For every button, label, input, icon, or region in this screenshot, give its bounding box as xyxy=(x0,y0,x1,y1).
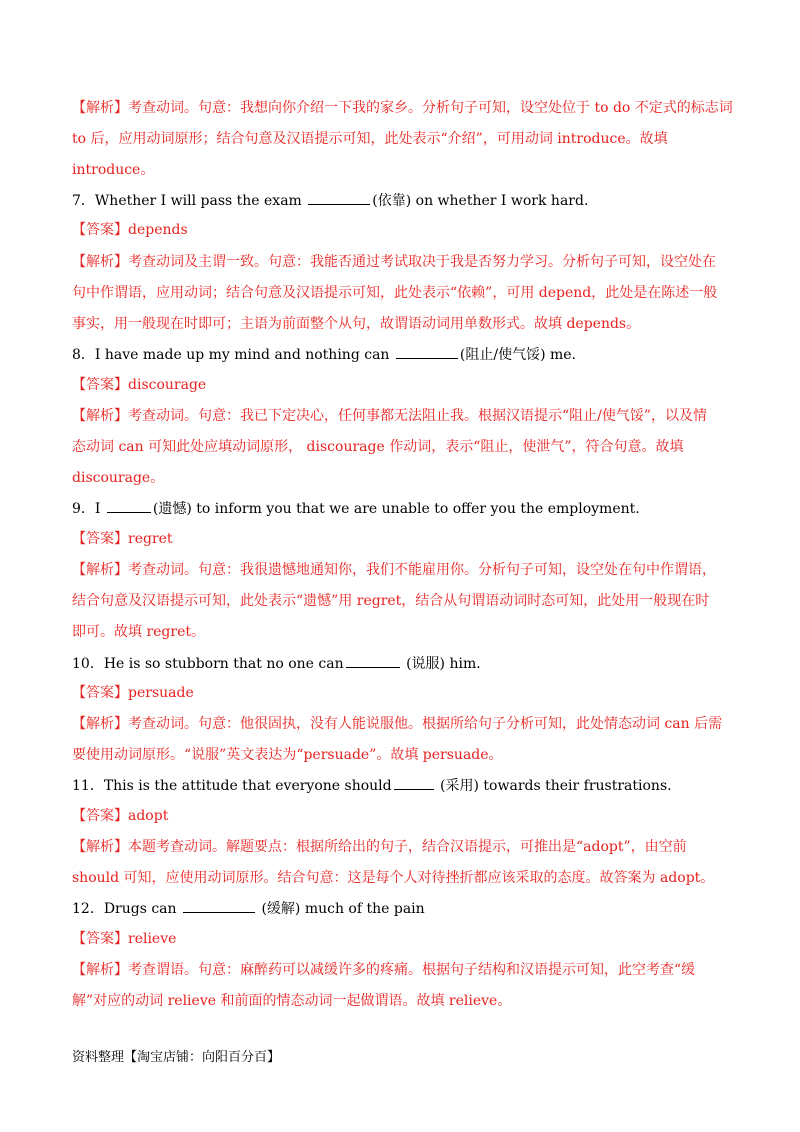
q11-explanation-line-2: should 可知，应使用动词原形。结合句意：这是每个人对待挫折都应该采取的态度。故答案为 adopt。 xyxy=(72,870,715,886)
q8-explanation-line-2: 态动词 can 可知此处应填动词原形， discourage 作动词，表示“阻止，使泄气”，符合句意。故填 xyxy=(72,439,684,455)
q8-explanation-line-3: discourage。 xyxy=(72,470,165,486)
q7-explanation-line-3: 事实，用一般现在时即可；主语为前面整个从句，故谓语动词用单数形式。故填 depends。 xyxy=(72,316,641,332)
question-10 xyxy=(72,653,732,674)
q8-blank xyxy=(396,344,458,359)
q10-text-after: (说服) him. xyxy=(401,656,481,672)
q12-answer: 【答案】relieve xyxy=(72,931,177,947)
question-11 xyxy=(72,775,732,796)
q8-answer: 【答案】discourage xyxy=(72,377,207,393)
q7-answer: 【答案】depends xyxy=(72,222,188,238)
q10-answer: 【答案】persuade xyxy=(72,685,194,701)
q11-explanation-line-1: 【解析】本题考查动词。解题要点：根据所给出的句子，结合汉语提示，可推出是“adopt”，由空前 xyxy=(72,839,687,855)
q10-explanation-line-2: 要使用动词原形。“说服”英文表达为“persuade”。故填 persuade。 xyxy=(72,747,503,763)
q12-text-after: (缓解) much of the pain xyxy=(257,901,425,917)
q7-explanation-line-1: 【解析】考查动词及主谓一致。句意：我能否通过考试取决于我是否努力学习。分析句子可知，设空处在 xyxy=(72,254,716,270)
question-8 xyxy=(72,344,732,365)
q6-explanation-line-2: to 后，应用动词原形；结合句意及汉语提示可知，此处表示“介绍”，可用动词 introduce。故填 xyxy=(72,131,668,147)
q8-text-after: (阻止/使气馁) me. xyxy=(459,347,576,363)
q9-explanation-line-3: 即可。故填 regret。 xyxy=(72,624,205,640)
q8-text-before: 8．I have made up my mind and nothing can xyxy=(72,347,394,363)
q8-explanation-line-1: 【解析】考查动词。句意：我已下定决心，任何事都无法阻止我。根据汉语提示“阻止/使气馁”，以及情 xyxy=(72,408,708,424)
q9-explanation-line-2: 结合句意及汉语提示可知，此处表示“遗憾”用 regret，结合从句谓语动词时态可知，此处用一般现在时 xyxy=(72,593,710,609)
q7-text-after: (依靠) on whether I work hard. xyxy=(372,193,589,209)
q7-explanation-line-2: 句中作谓语，应用动词；结合句意及汉语提示可知，此处表示“依赖”，可用 depend，此处是在陈述一般 xyxy=(72,285,718,301)
q9-explanation-line-1: 【解析】考查动词。句意：我很遗憾地通知你，我们不能雇用你。分析句子可知，设空处在句中作谓语， xyxy=(72,562,716,578)
page-footer: 资料整理【淘宝店铺：向阳百分百】 xyxy=(72,1050,281,1065)
question-7 xyxy=(72,190,732,211)
q11-blank xyxy=(394,775,434,790)
q9-text-after: (遗憾) to inform you that we are unable to offer you the employment. xyxy=(152,501,640,517)
q12-explanation-line-2: 解”对应的动词 relieve 和前面的情态动词一起做谓语。故填 relieve。 xyxy=(72,993,512,1009)
q6-explanation-line-1: 【解析】考查动词。句意：我想向你介绍一下我的家乡。分析句子可知，设空处位于 to do 不定式的标志词 xyxy=(72,100,733,116)
q9-blank xyxy=(107,498,151,513)
q11-text-after: (采用) towards their frustrations. xyxy=(435,778,672,794)
q7-text-before: 7．Whether I will pass the exam xyxy=(72,193,307,209)
q9-text-before: 9．I xyxy=(72,501,105,517)
question-12 xyxy=(72,898,732,919)
q9-answer: 【答案】regret xyxy=(72,531,173,547)
q11-answer: 【答案】adopt xyxy=(72,808,169,824)
q12-explanation-line-1: 【解析】考查谓语。句意：麻醉药可以减缓许多的疼痛。根据句子结构和汉语提示可知，此空考查“缓 xyxy=(72,962,696,978)
question-9 xyxy=(72,498,732,519)
q7-blank xyxy=(308,190,370,205)
q10-text-before: 10．He is so stubborn that no one can xyxy=(72,656,344,672)
q12-text-before: 12．Drugs can xyxy=(72,901,181,917)
q12-blank xyxy=(183,898,255,913)
q6-explanation-line-3: introduce。 xyxy=(72,162,155,178)
q10-explanation-line-1: 【解析】考查动词。句意：他很固执，没有人能说服他。根据所给句子分析可知，此处情态动词 can 后需 xyxy=(72,716,723,732)
q11-text-before: 11．This is the attitude that everyone should xyxy=(72,778,392,794)
q10-blank xyxy=(346,653,400,668)
